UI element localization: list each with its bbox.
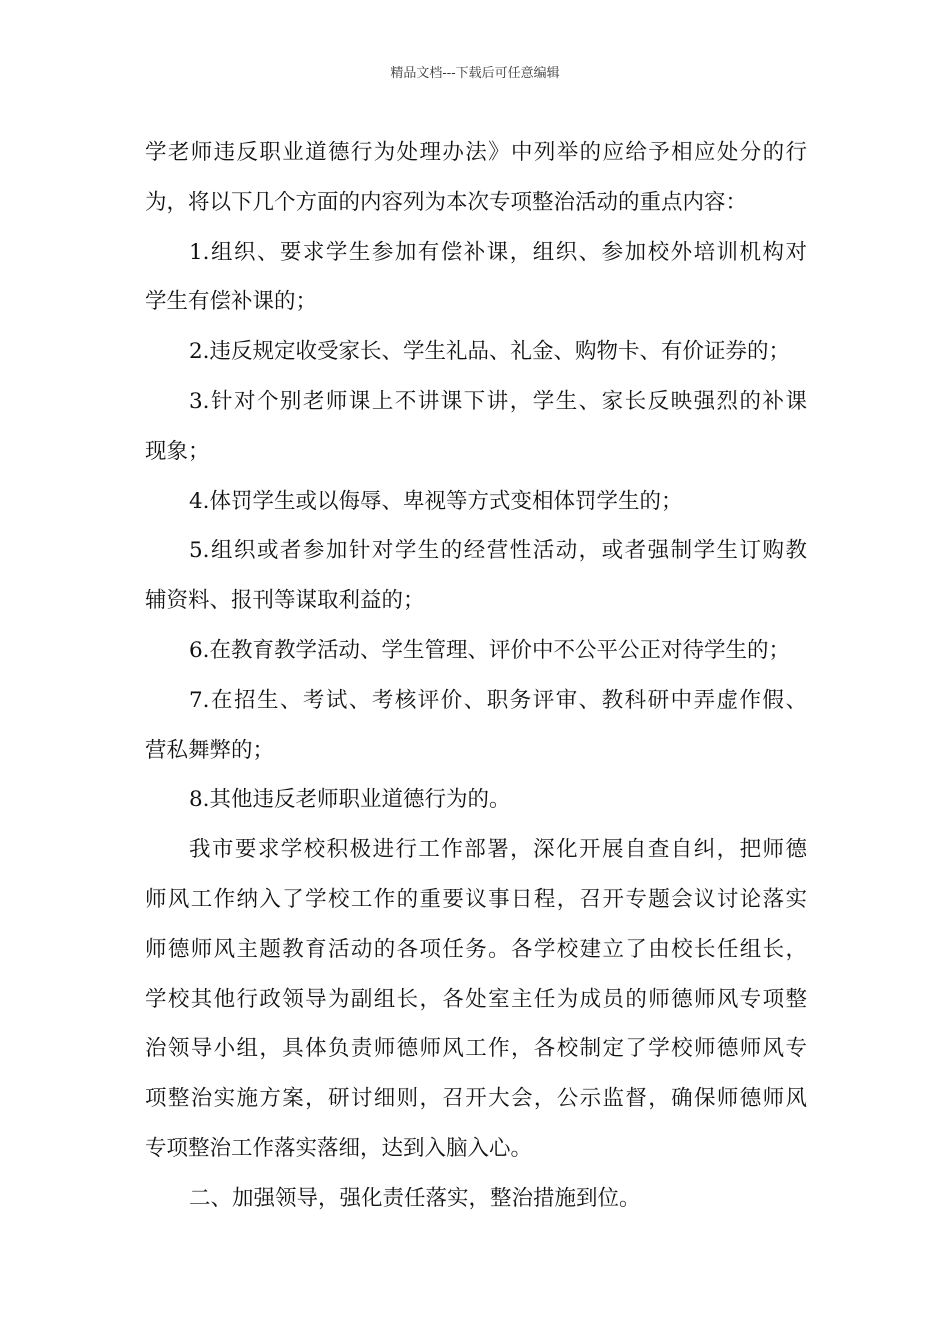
list-item-4-line: 4.体罚学生或以侮辱、卑视等方式变相体罚学生的；	[189, 488, 683, 514]
text-line: 学老师违反职业道德行为处理办法》中列举的应给予相应处分的行	[145, 140, 807, 165]
list-item-5-line: 5.组织或者参加针对学生的经营性活动，或者强制学生订购教	[189, 538, 807, 564]
paragraph-line: 师风工作纳入了学校工作的重要议事日程，召开专题会议讨论落实	[145, 886, 807, 912]
list-item-7-continuation: 营私舞弊的；	[145, 737, 275, 763]
text-line: 为，将以下几个方面的内容列为本次专项整治活动的重点内容：	[145, 189, 748, 215]
list-item-5-continuation: 辅资料、报刊等谋取利益的；	[145, 588, 425, 614]
paragraph-line: 学校其他行政领导为副组长，各处室主任为成员的师德师风专项整	[145, 986, 807, 1012]
list-item-1-line: 1.组织、要求学生参加有偿补课，组织、参加校外培训机构对	[189, 239, 807, 265]
section-heading: 二、加强领导，强化责任落实，整治措施到位。	[189, 1185, 641, 1211]
document-body	[145, 128, 807, 1224]
paragraph-line: 项整治实施方案，研讨细则，召开大会，公示监督，确保师德师风	[145, 1086, 807, 1112]
page-header: 精品文档---下载后可任意编辑	[390, 66, 560, 81]
paragraph-line: 专项整治工作落实落细，达到入脑入心。	[145, 1135, 533, 1161]
list-item-3-continuation: 现象；	[145, 438, 210, 464]
paragraph-line: 治领导小组，具体负责师德师风工作，各校制定了学校师德师风专	[145, 1036, 807, 1062]
list-item-3-line: 3.针对个别老师课上不讲课下讲，学生、家长反映强烈的补课	[189, 388, 807, 414]
paragraph-line: 师德师风主题教育活动的各项任务。各学校建立了由校长任组长，	[145, 936, 807, 962]
list-item-2-line: 2.违反规定收受家长、学生礼品、礼金、购物卡、有价证券的；	[189, 339, 791, 365]
list-item-7-line: 7.在招生、考试、考核评价、职务评审、教科研中弄虚作假、	[189, 687, 807, 713]
paragraph-line: 我市要求学校积极进行工作部署，深化开展自查自纠，把师德	[189, 837, 807, 863]
list-item-6-line: 6.在教育教学活动、学生管理、评价中不公平公正对待学生的；	[189, 637, 791, 663]
list-item-8-line: 8.其他违反老师职业道德行为的。	[189, 787, 511, 813]
list-item-1-continuation: 学生有偿补课的；	[145, 289, 318, 315]
